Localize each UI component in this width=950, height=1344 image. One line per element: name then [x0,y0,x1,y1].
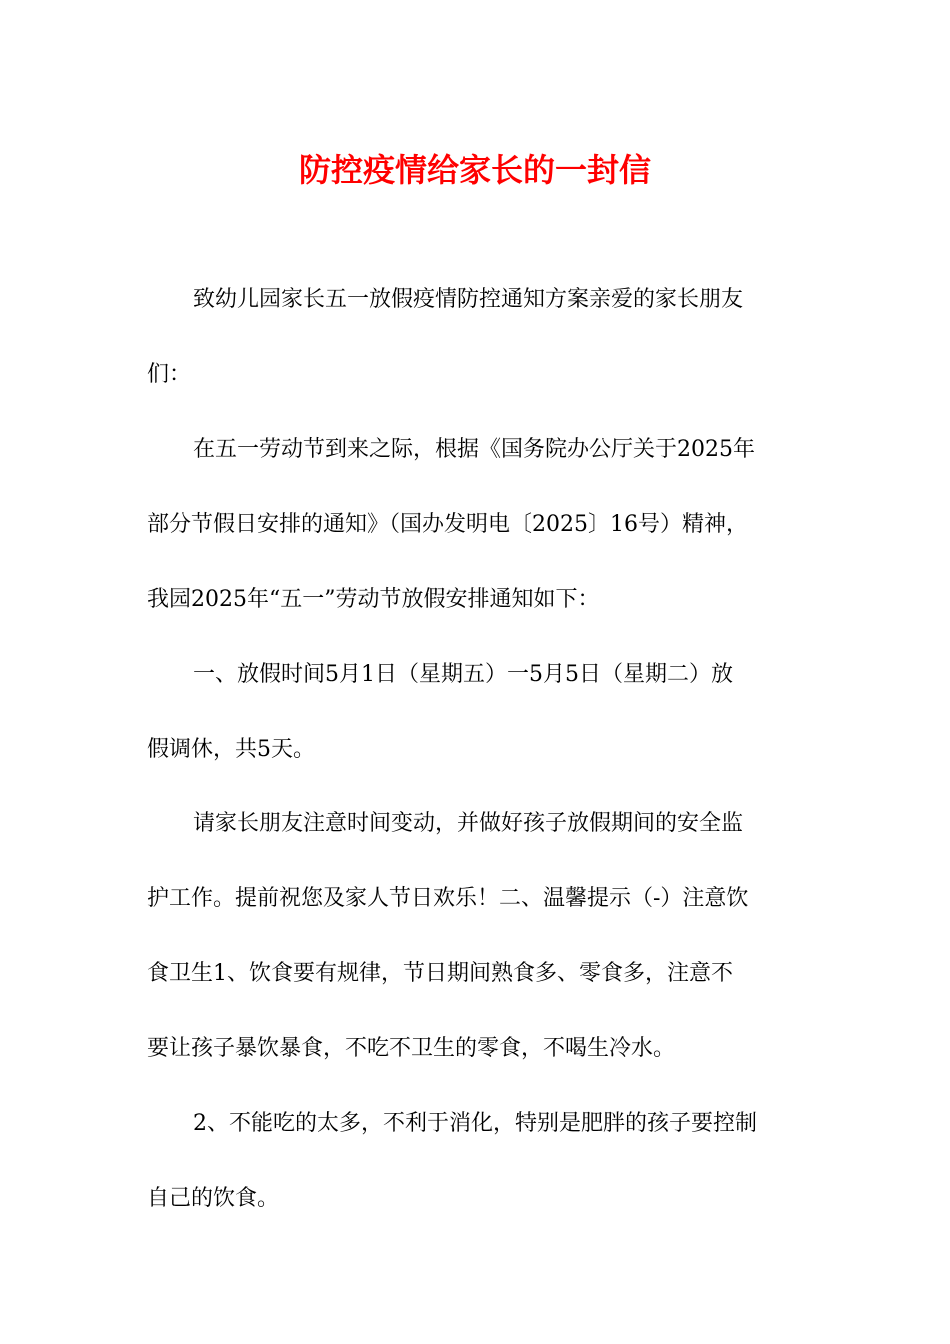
paragraph-line: 部分节假日安排的通知》（国办发明电〔2025〕16号）精神， [147,512,748,537]
paragraph-line: 请家长朋友注意时间变动，并做好孩子放假期间的安全监 [193,811,744,836]
paragraph-line: 我园2025年“五一”劳动节放假安排通知如下： [147,587,600,612]
paragraph-line: 假调休，共5天。 [147,737,315,762]
paragraph-line: 食卫生1、饮食要有规律，节日期间熟食多、零食多，注意不 [147,961,733,986]
paragraph-line: 护工作。提前祝您及家人节日欢乐！二、温馨提示（-）注意饮 [147,886,749,911]
paragraph-line: 们： [147,362,192,387]
paragraph-line: 2、不能吃的太多，不利于消化，特别是肥胖的孩子要控制 [193,1111,757,1136]
paragraph-line: 一、放假时间5月1日（星期五）一5月5日（星期二）放 [193,662,733,687]
document-title: 防控疫情给家长的一封信 [298,151,651,189]
paragraph-line: 要让孩子暴饮暴食，不吃不卫生的零食，不喝生冷水。 [147,1036,676,1061]
paragraph-line: 在五一劳动节到来之际，根据《国务院办公厅关于2025年 [193,437,755,462]
paragraph-line: 致幼儿园家长五一放假疫情防控通知方案亲爱的家长朋友 [193,287,744,312]
paragraph-line: 自己的饮食。 [147,1186,280,1211]
